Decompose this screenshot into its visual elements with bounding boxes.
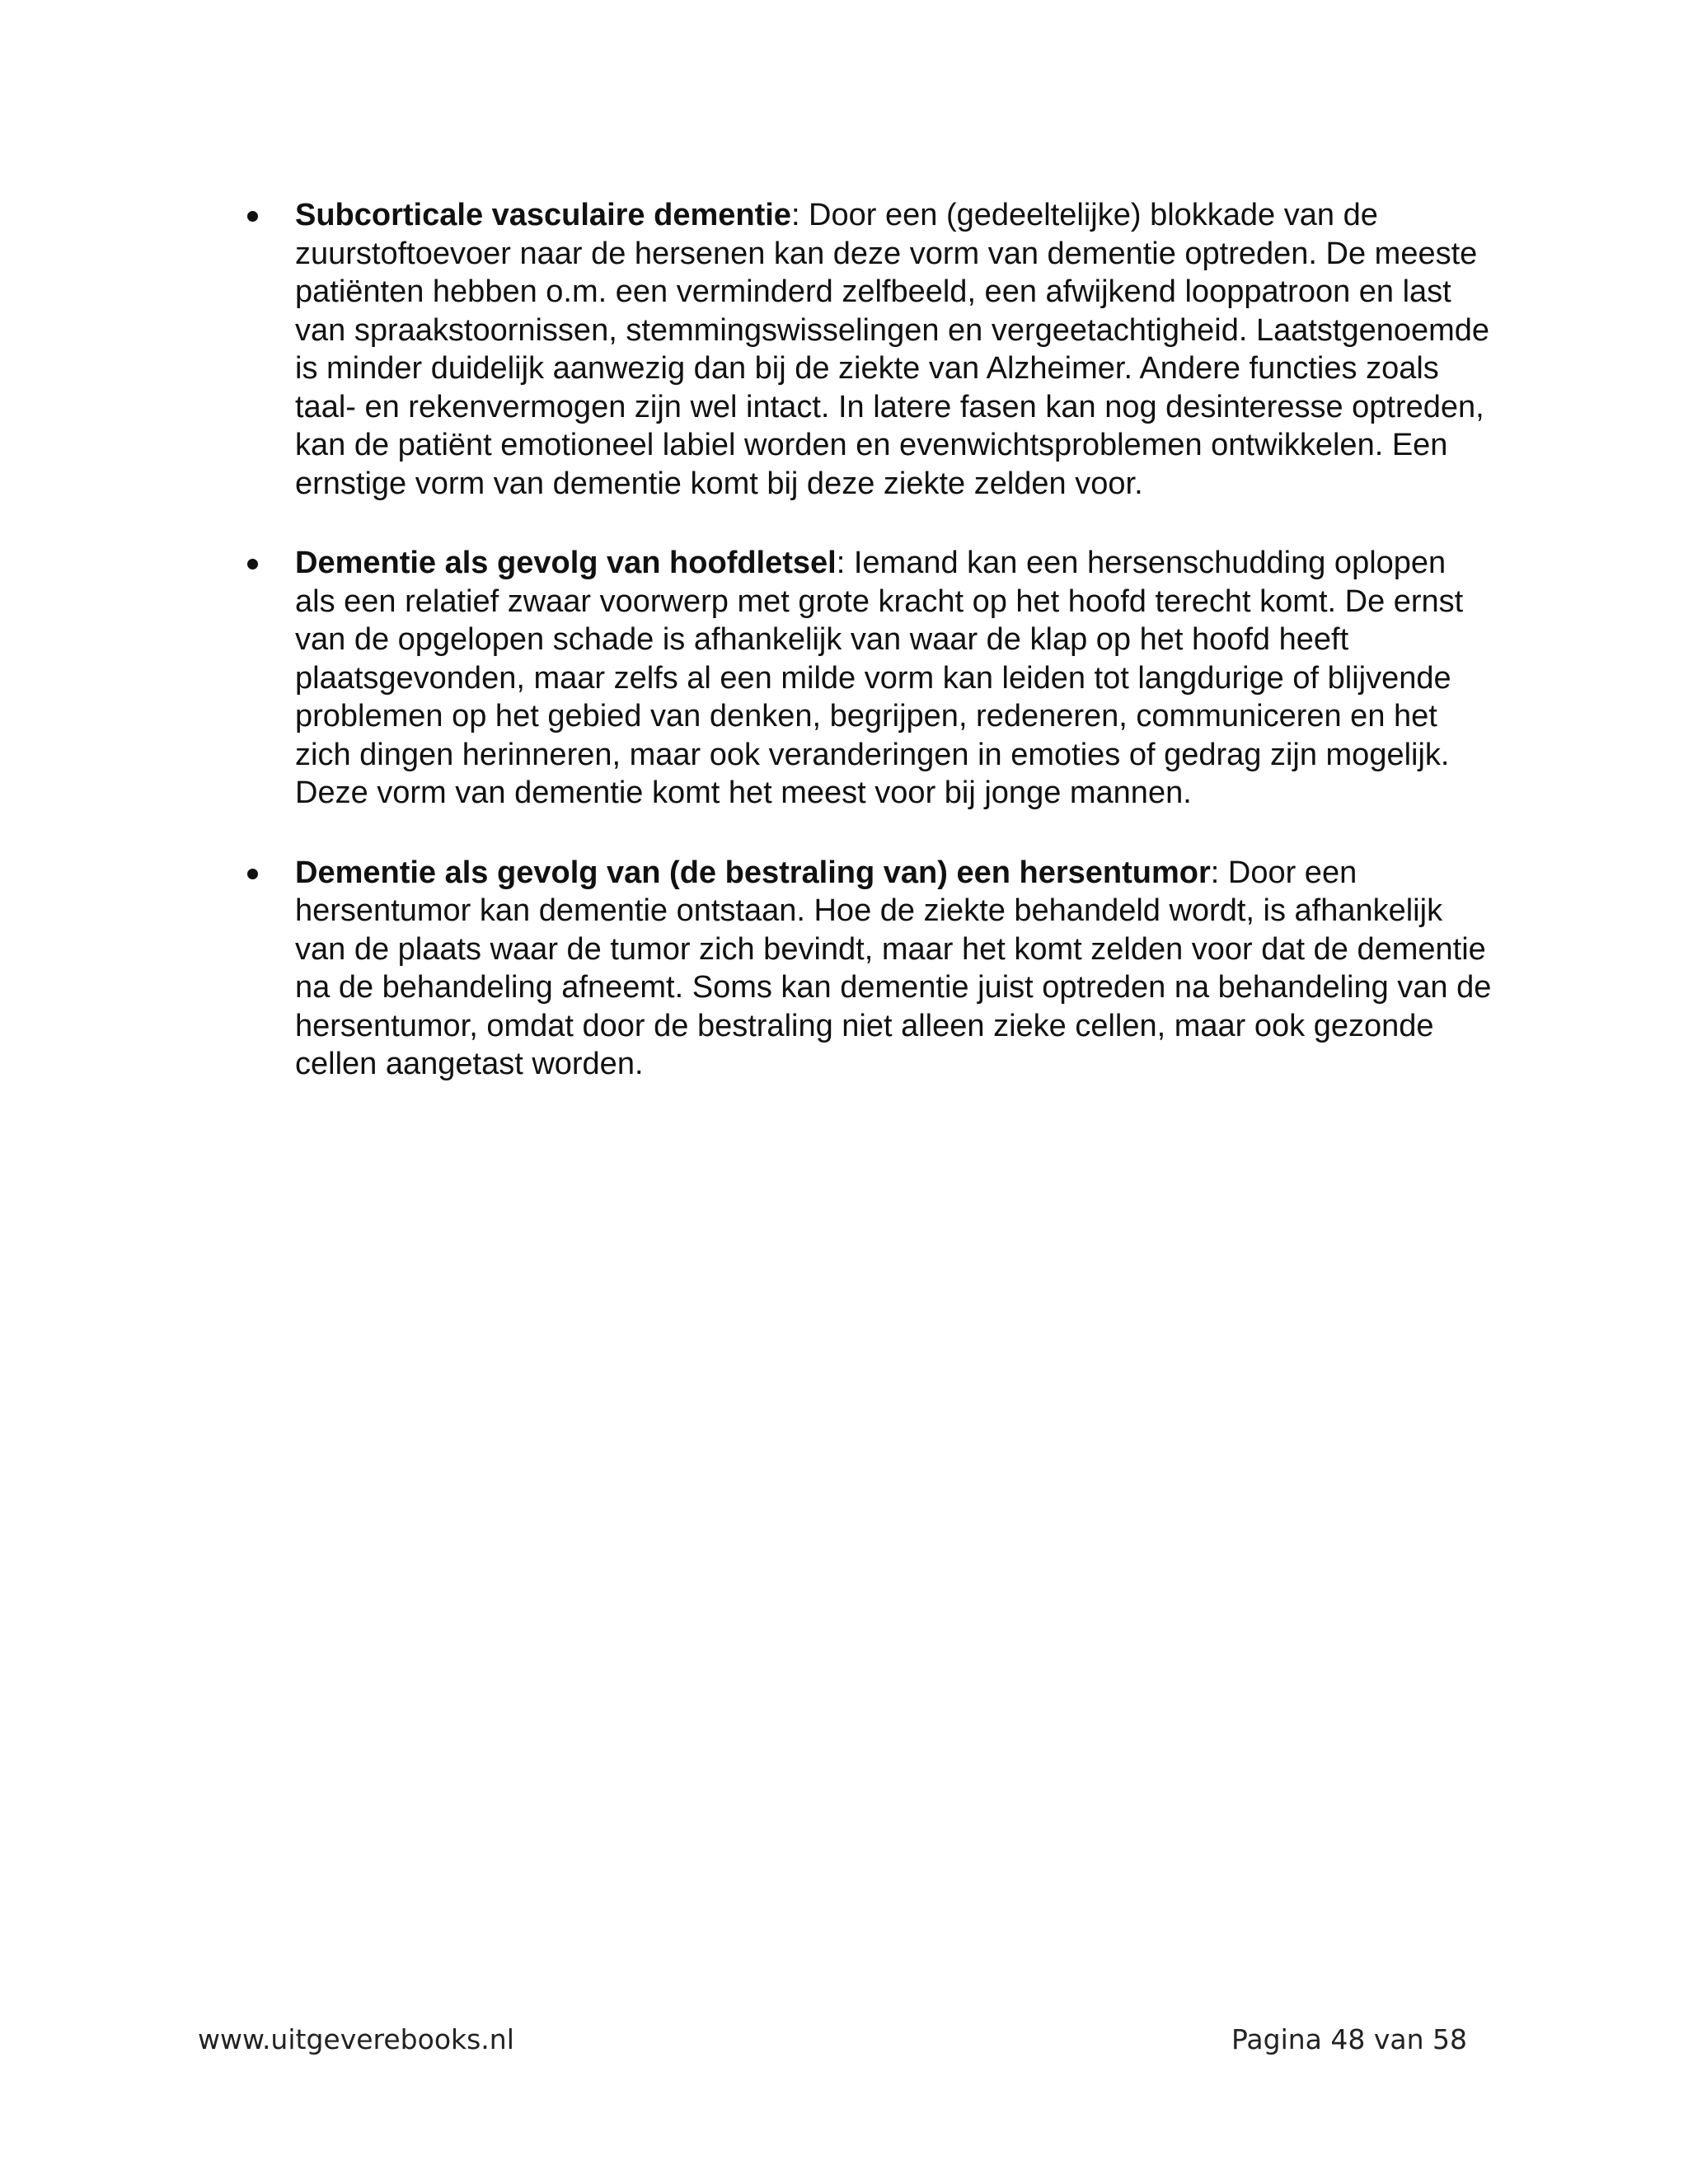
item-term: Dementie als gevolg van hoofdletsel — [295, 546, 837, 580]
page-footer — [198, 2023, 1467, 2064]
item-text: Iemand kan een hersenschudding oplopen als een relatief zwaar voorwerp met grote kracht op het hoofd terecht komt. De ernst van de opgelopen schade is afhankelijk van waar de klap op het hoofd heeft plaatsgevonden, maar zelfs al een milde vorm kan leiden tot langdurige of blijvende problemen op het gebied van denken, begrijpen, redeneren, communiceren en het zich dingen herinneren, maar ook veranderingen in emoties of gedrag zijn mogelijk. Deze vorm van dementie komt het meest voor bij jonge mannen. — [295, 546, 1464, 810]
item-text: Door een (gedeeltelijke) blokkade van de zuurstoftoevoer naar de hersenen kan deze vorm van dementie optreden. De meeste patiënten hebben o.m. een verminderd zelfbeeld, een afwijkend looppatroon en last van spraakstoornissen, stemmingswisselingen en vergeetachtigheid. Laatstgenoemde is minder duidelijk aanwezig dan bij de ziekte van Alzheimer. Andere functies zoals taal- en rekenvermogen zijn wel intact. In latere fasen kan nog desinteresse optreden, kan de patiënt emotioneel labiel worden en evenwichtsproblemen ontwikkelen. Een ernstige vorm van dementie komt bij deze ziekte zelden voor. — [295, 198, 1490, 501]
bullet-icon — [247, 559, 258, 569]
list-item — [239, 544, 1492, 813]
item-term: Dementie als gevolg van (de bestraling van) een hersentumor — [295, 855, 1211, 890]
item-separator: : — [1210, 855, 1220, 890]
list-item — [239, 196, 1492, 503]
item-separator: : — [790, 198, 800, 232]
bullet-icon — [247, 211, 258, 222]
item-text: Door een hersentumor kan dementie ontstaan. Hoe de ziekte behandeld wordt, is afhankelijk van de plaats waar de tumor zich bevindt, maar het komt zelden voor dat de dementie na de behandeling afneemt. Soms kan dementie juist optreden na behandeling van de hersentumor, omdat door de bestraling niet alleen zieke cellen, maar ook gezonde cellen aangetast worden. — [295, 855, 1492, 1081]
list-item — [239, 854, 1492, 1084]
item-term: Subcorticale vasculaire dementie — [295, 198, 791, 232]
footer-page-number: Pagina 48 van 58 — [1231, 2023, 1467, 2055]
bullet-icon — [247, 869, 258, 879]
footer-website: www.uitgeverebooks.nl — [198, 2023, 514, 2055]
item-separator: : — [836, 546, 846, 580]
bullet-list — [239, 196, 1492, 1125]
